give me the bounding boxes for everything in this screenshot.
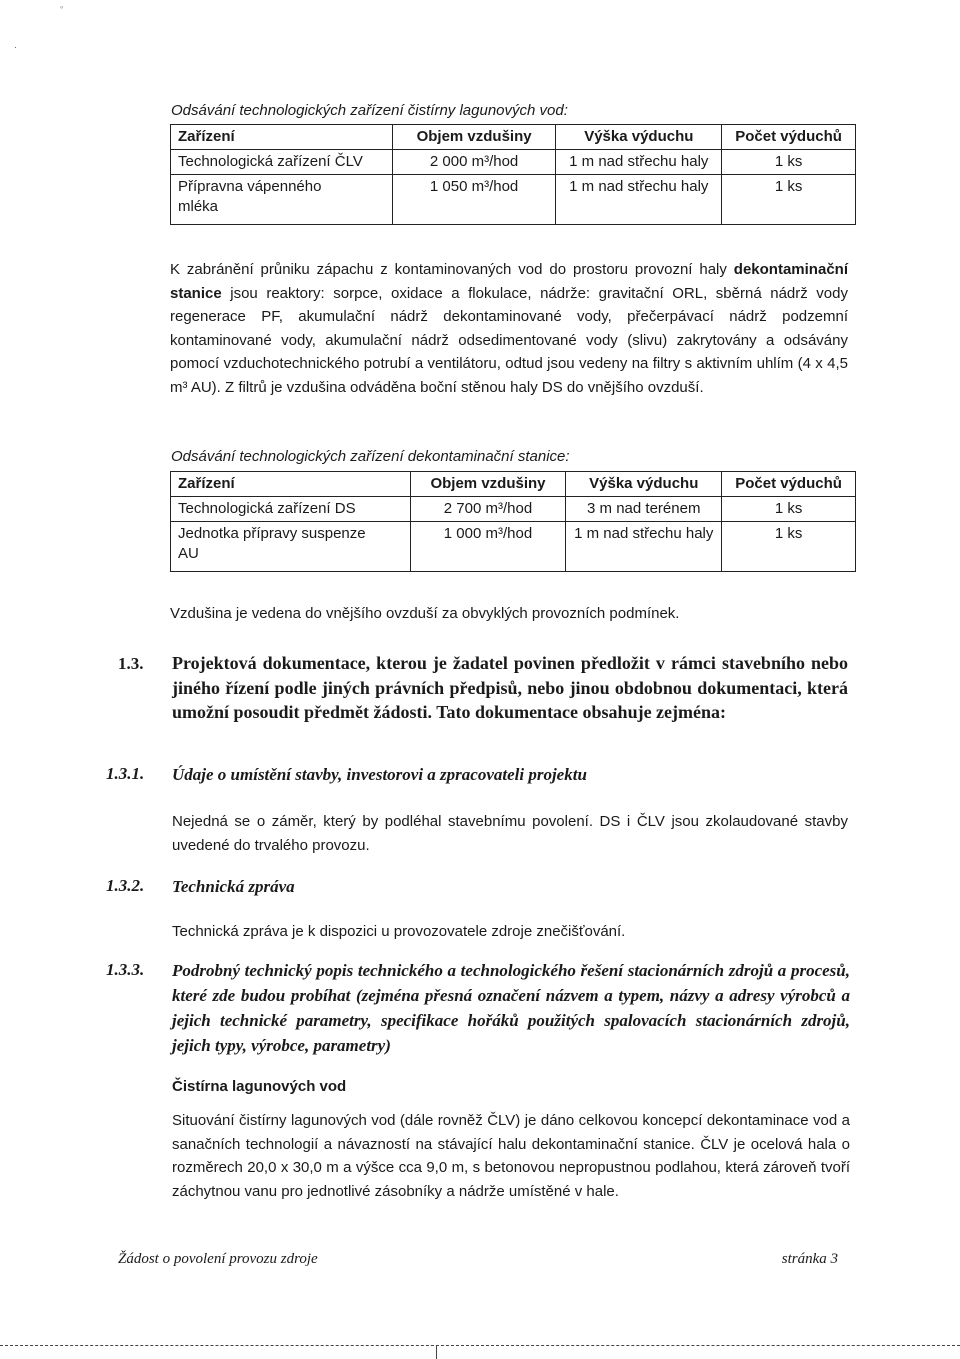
section-1-3-1-title: Údaje o umístění stavby, investorovi a zpracovateli projektu: [172, 765, 587, 784]
table-cell: 1 m nad střechu haly: [556, 150, 722, 175]
table1-caption: Odsávání technologických zařízení čistírny lagunových vod:: [171, 102, 568, 119]
table-cell: 1 000 m³/hod: [410, 522, 566, 572]
section-number: 1.3.2.: [106, 876, 145, 895]
scan-edge-line: [0, 1345, 960, 1346]
header-cell: Výška výduchu: [566, 472, 722, 497]
table-cell: Jednotka přípravy suspenze AU: [171, 522, 411, 572]
paragraph-text: K zabránění průniku zápachu z kontaminovaných vod do prostoru provozní haly: [170, 261, 734, 278]
page-number: stránka 3: [781, 1251, 838, 1267]
section-number: 1.3.3.: [106, 960, 145, 979]
table-cell: Přípravna vápenného mléka: [171, 175, 393, 225]
table-cell: 1 050 m³/hod: [392, 175, 556, 225]
table-row: [171, 522, 856, 572]
table-cell: 1 ks: [722, 175, 856, 225]
table-odsavani-clv: [170, 124, 856, 225]
section-1-3-3-title: Podrobný technický popis technického a technologického řešení stacionárních zdrojů a procesů, které zde budou probíhat (zejména přesná označení názvem a typem, názvy a adresy výrobců a jejich technické parametry, specifikace hořáků použitých spalovacích stacionárních zdrojů, jejich typy, výrobce, parametry): [172, 961, 850, 1055]
scan-mark: ◦: [60, 2, 64, 12]
paragraph-dekontaminace: [170, 258, 848, 400]
section-1-3-1-body: Nejedná se o záměr, který by podléhal stavebnímu povolení. DS i ČLV jsou zkolaudované stavby uvedené do trvalého provozu.: [172, 813, 848, 854]
header-cell: Objem vzdušiny: [392, 125, 556, 150]
paragraph-bold-term: dekontaminační stanice: [170, 261, 848, 302]
table-header-row: [171, 125, 856, 150]
table-cell: 3 m nad terénem: [566, 497, 722, 522]
table2-caption: Odsávání technologických zařízení dekontaminační stanice:: [171, 448, 570, 465]
table-odsavani-ds: [170, 471, 856, 572]
table-cell: Technologická zařízení DS: [171, 497, 411, 522]
table-cell: 1 m nad střechu haly: [556, 175, 722, 225]
table-cell: 2 000 m³/hod: [392, 150, 556, 175]
table-cell: 2 700 m³/hod: [410, 497, 566, 522]
table-row: [171, 497, 856, 522]
scan-mark: ·: [14, 42, 17, 52]
section-number: 1.3.: [118, 654, 144, 673]
section-1-3-heading: Projektová dokumentace, kterou je žadatel povinen předložit v rámci stavebního nebo jiného řízení podle jiných právních předpisů, nebo jinou obdobnou dokumentaci, která umožní posoudit předmět žádosti. Tato dokumentace obsahuje zejména:: [172, 653, 848, 723]
table-row: [171, 150, 856, 175]
header-cell: Počet výduchů: [722, 125, 856, 150]
paragraph-text: jsou reaktory: sorpce, oxidace a flokulace, nádrže: gravitační ORL, sběrná nádrž vody regenerace PF, akumulační nádrž dekontaminované vody, přečerpávací nádrž podzemní kontaminované vody, akumulační nádrž odsedimentované vody (slivu) zakrytovány a odsávány pomocí vzduchotechnického potrubí a ventilátoru, odtud jsou vedeny na filtry s aktivním uhlím (4 x 4,5 m³ AU). Z filtrů je vzdušina odváděna boční stěnou haly DS do vnějšího ovzduší.: [170, 284, 848, 396]
table-cell: 1 m nad střechu haly: [566, 522, 722, 572]
paragraph-vzdusina: Vzdušina je vedena do vnějšího ovzduší za obvyklých provozních podmínek.: [170, 605, 680, 622]
header-cell: Zařízení: [171, 125, 393, 150]
table-cell: 1 ks: [722, 150, 856, 175]
table-header-row: [171, 472, 856, 497]
section-1-3-2-title: Technická zpráva: [172, 877, 295, 896]
header-cell: Zařízení: [171, 472, 411, 497]
section-number: 1.3.1.: [106, 764, 145, 783]
section-1-3-3-body: Situování čistírny lagunových vod (dále rovněž ČLV) je dáno celkovou koncepcí dekontaminace vod a sanačních technologií a návazností na stávající halu dekontaminační stanice. ČLV je ocelová hala o rozměrech 20,0 x 30,0 m a výšce cca 9,0 m, s betonovou nepropustnou podlahou, která zároveň tvoří záchytnou vanu pro jednotlivé zásobníky a nádrže umístěné v hale.: [172, 1112, 850, 1200]
scan-edge-tick: [436, 1346, 437, 1359]
footer-title: Žádost o povolení provozu zdroje: [118, 1251, 318, 1267]
header-cell: Objem vzdušiny: [410, 472, 566, 497]
table-cell: 1 ks: [722, 497, 856, 522]
section-1-3-3-subheading: Čistírna lagunových vod: [172, 1078, 347, 1095]
section-1-3-2-body: Technická zpráva je k dispozici u provozovatele zdroje znečišťování.: [172, 923, 626, 940]
table-cell: 1 ks: [722, 522, 856, 572]
header-cell: Počet výduchů: [722, 472, 856, 497]
table-cell: Technologická zařízení ČLV: [171, 150, 393, 175]
table-row: [171, 175, 856, 225]
header-cell: Výška výduchu: [556, 125, 722, 150]
